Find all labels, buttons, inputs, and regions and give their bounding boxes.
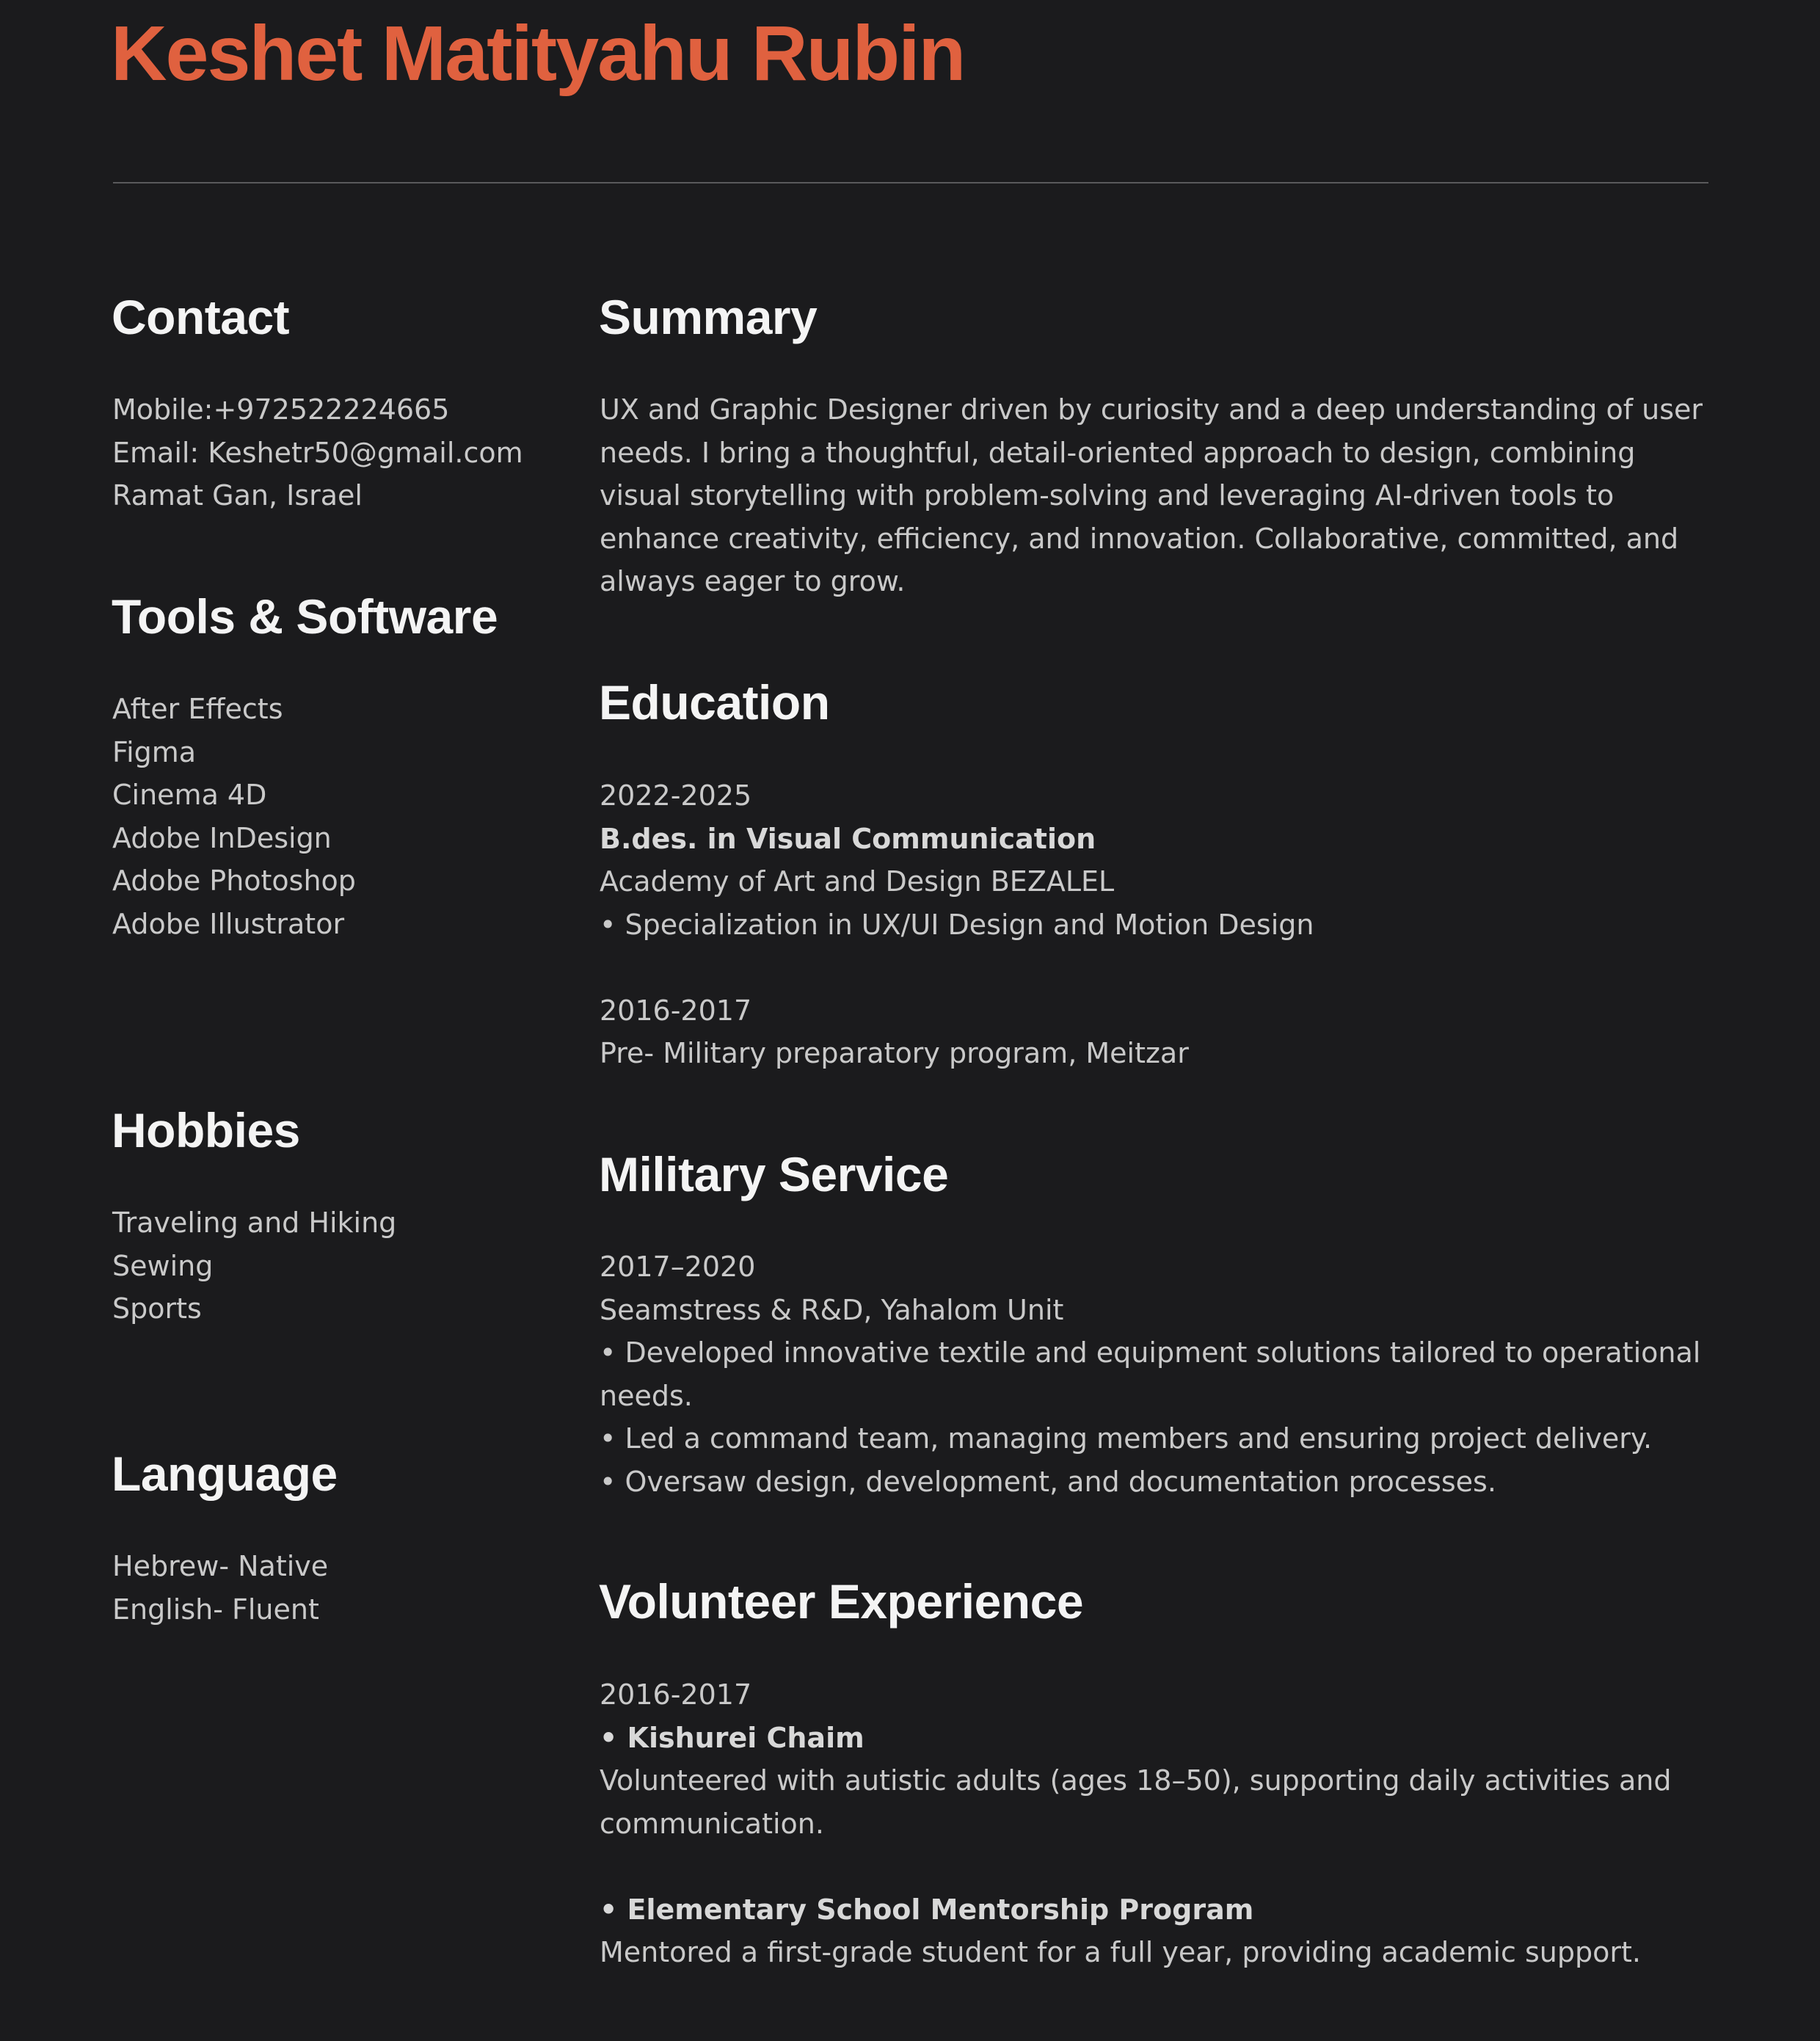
tools-list <box>112 688 356 945</box>
list-item: Adobe InDesign <box>112 821 332 854</box>
summary-text <box>600 388 1703 603</box>
contact-heading: Contact <box>112 290 290 344</box>
education-heading: Education <box>599 675 830 730</box>
list-item: Hebrew- Native <box>112 1550 329 1582</box>
summary-heading: Summary <box>599 290 818 344</box>
military-years: 2017–2020 <box>600 1251 756 1283</box>
list-item: Sports <box>112 1292 202 1325</box>
education-years: 2022-2025 <box>600 779 752 812</box>
education-years: 2016-2017 <box>600 994 752 1027</box>
tools-heading: Tools & Software <box>112 589 498 644</box>
volunteer-section <box>600 1673 1672 1974</box>
summary-line: always eager to grow. <box>600 565 906 597</box>
list-item: Sewing <box>112 1249 214 1282</box>
volunteer-desc: Mentored a first-grade student for a full year, providing academic support. <box>600 1936 1641 1968</box>
contact-email: Email: Keshetr50@gmail.com <box>112 436 523 469</box>
list-item: Figma <box>112 735 197 768</box>
volunteer-heading: Volunteer Experience <box>599 1574 1084 1629</box>
education-program: Pre- Military preparatory program, Meitzar <box>600 1037 1189 1069</box>
volunteer-org: • Kishurei Chaim <box>600 1721 864 1754</box>
summary-line: needs. I bring a thoughtful, detail-oriented approach to design, combining <box>600 436 1636 469</box>
summary-line: UX and Graphic Designer driven by curiosity and a deep understanding of user <box>600 393 1703 426</box>
education-degree: B.des. in Visual Communication <box>600 822 1096 855</box>
list-item: Adobe Photoshop <box>112 865 356 897</box>
military-bullet: • Developed innovative textile and equipment solutions tailored to operational <box>600 1336 1701 1369</box>
military-section <box>600 1245 1700 1503</box>
list-item: Cinema 4D <box>112 779 267 811</box>
language-list <box>112 1545 328 1631</box>
list-item: English- Fluent <box>112 1593 319 1626</box>
military-heading: Military Service <box>599 1147 949 1201</box>
military-bullet-cont: needs. <box>600 1379 693 1412</box>
summary-line: visual storytelling with problem-solving and leveraging AI-driven tools to <box>600 479 1615 512</box>
contact-mobile: Mobile:+972522224665 <box>112 393 450 426</box>
summary-line: enhance creativity, efficiency, and innovation. Collaborative, committed, and <box>600 522 1679 555</box>
list-item: After Effects <box>112 693 283 725</box>
language-heading: Language <box>112 1447 338 1501</box>
education-section <box>600 774 1314 1075</box>
list-item: Traveling and Hiking <box>112 1207 397 1239</box>
military-role: Seamstress & R&D, Yahalom Unit <box>600 1293 1064 1326</box>
page-title: Keshet Matityahu Rubin <box>111 10 965 97</box>
divider <box>113 182 1708 183</box>
education-detail: • Specialization in UX/UI Design and Motion Design <box>600 908 1314 941</box>
contact-location: Ramat Gan, Israel <box>112 479 363 512</box>
contact-section <box>112 388 523 517</box>
volunteer-org: • Elementary School Mentorship Program <box>600 1893 1254 1926</box>
volunteer-desc: communication. <box>600 1807 824 1840</box>
military-bullet: • Oversaw design, development, and documentation processes. <box>600 1465 1496 1498</box>
volunteer-years: 2016-2017 <box>600 1678 752 1711</box>
education-school: Academy of Art and Design BEZALEL <box>600 865 1115 898</box>
military-bullet: • Led a command team, managing members and ensuring project delivery. <box>600 1422 1653 1455</box>
hobbies-heading: Hobbies <box>112 1103 300 1157</box>
volunteer-desc: Volunteered with autistic adults (ages 18–50), supporting daily activities and <box>600 1764 1672 1797</box>
hobbies-list <box>112 1201 396 1331</box>
list-item: Adobe Illustrator <box>112 907 345 940</box>
